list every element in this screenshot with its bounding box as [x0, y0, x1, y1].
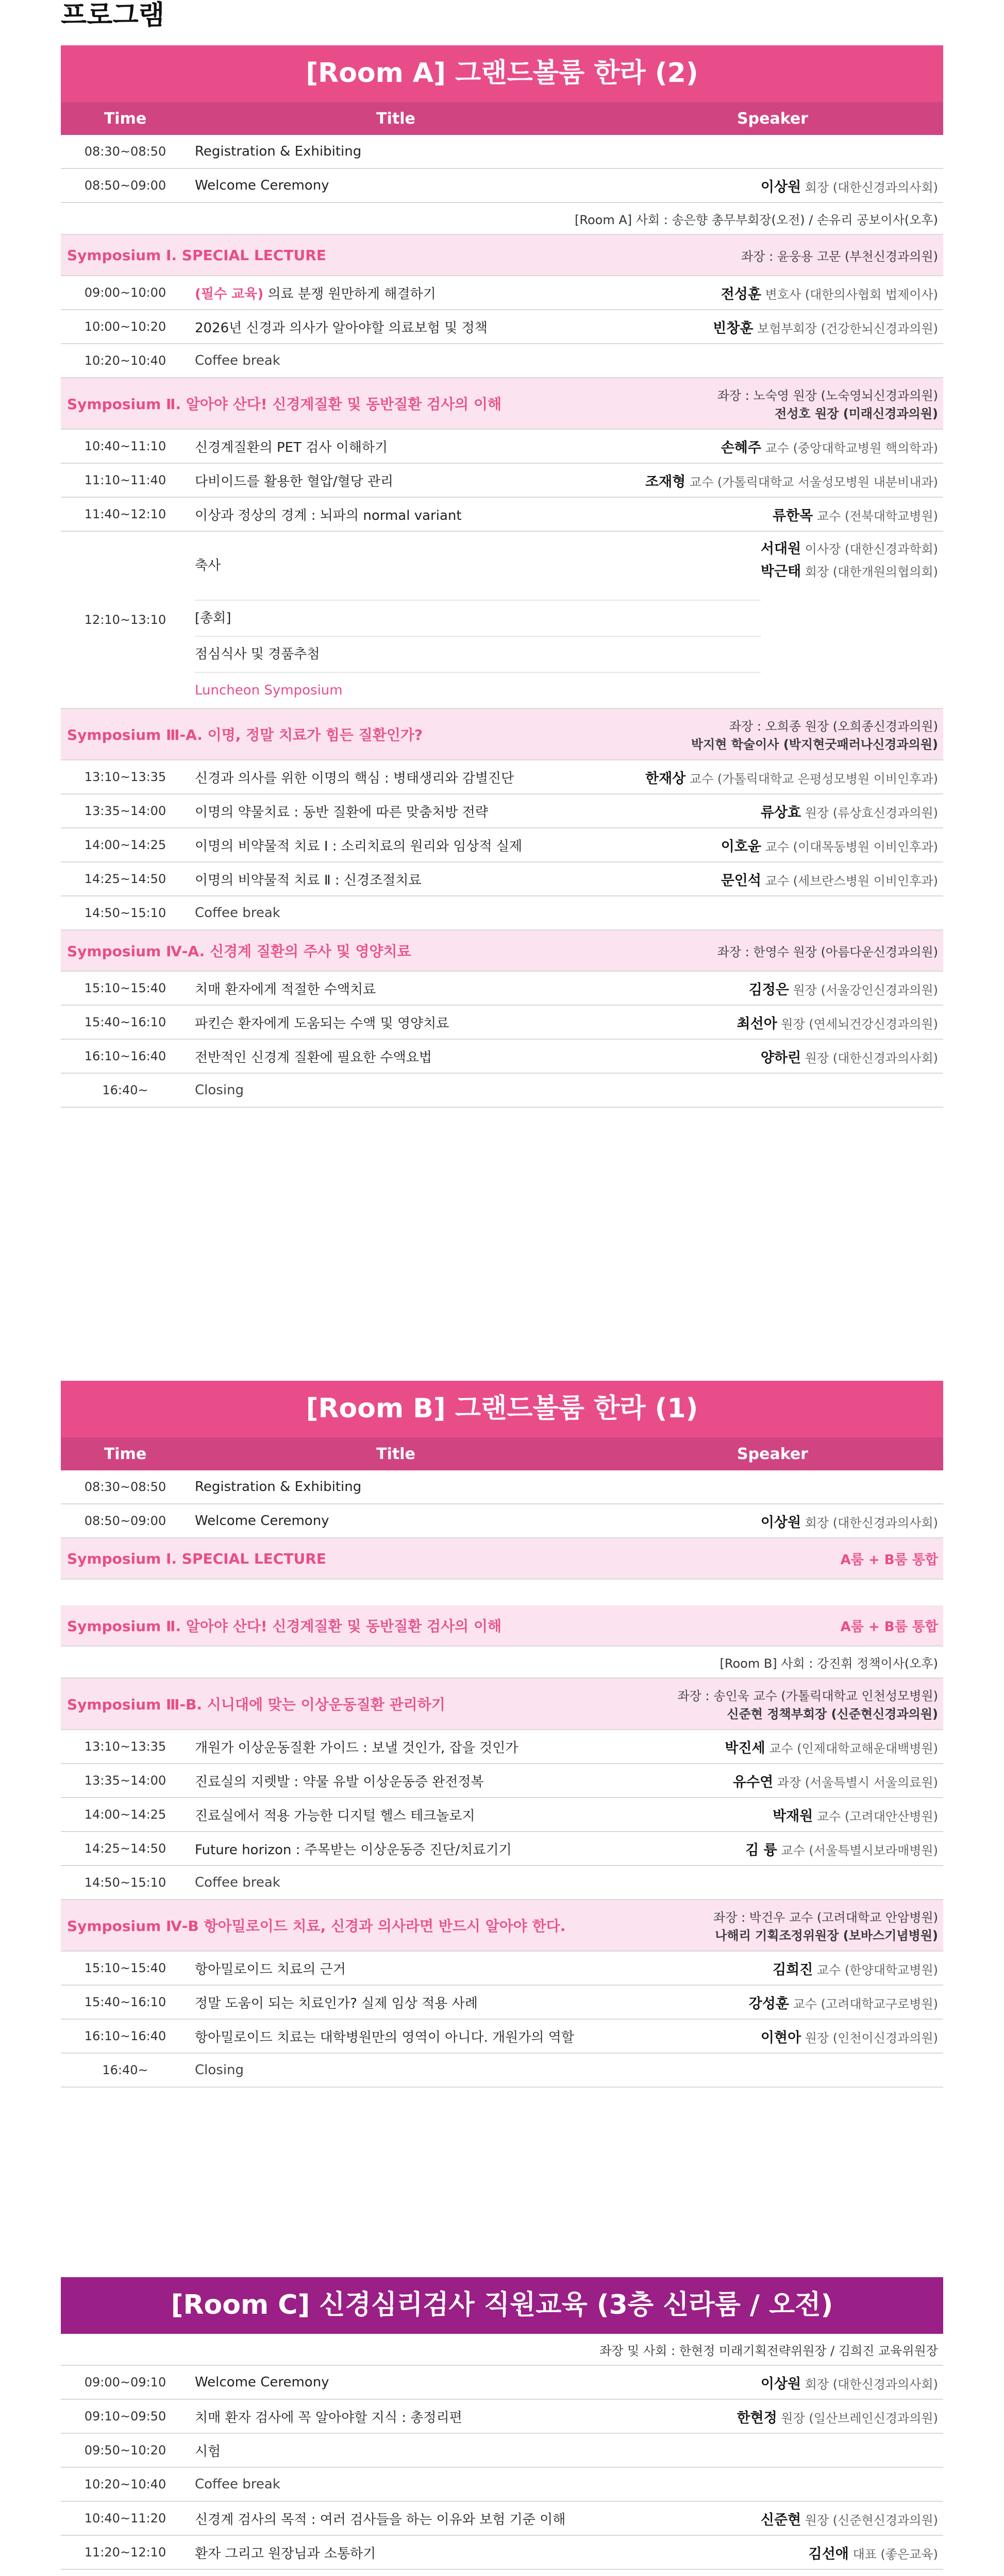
- lunch-line: [총회]: [195, 600, 761, 636]
- session-title: [190, 437, 721, 456]
- speaker-name: 김희진: [773, 1961, 813, 1978]
- speaker-cell: [761, 2372, 943, 2393]
- speaker-name: 박근태: [760, 564, 801, 580]
- speaker-name: 서대원: [760, 541, 801, 557]
- session-title: [190, 1839, 745, 1858]
- lunch-lines: [190, 532, 761, 708]
- title-text: 2026년 신경과 의사가 알아야할 의료보험 및 정책: [195, 320, 488, 336]
- session-row: [61, 1730, 943, 1764]
- title-text: 다비이드를 활용한 혈압/혈당 관리: [195, 473, 394, 489]
- col-title: Title: [376, 1445, 415, 1463]
- time-cell: 09:00~09:10: [84, 2375, 166, 2389]
- chair-line: 나해리 기획조정위원장 (보바스기념병원): [715, 1928, 938, 1943]
- time-cell: 10:20~10:40: [84, 353, 166, 368]
- col-speaker: Speaker: [737, 109, 808, 128]
- speaker-name: 이호윤: [721, 838, 761, 855]
- session-title: [190, 1993, 749, 2012]
- time-cell: 13:35~14:00: [84, 804, 166, 818]
- session-row: [61, 1764, 943, 1798]
- time-cell: 16:40~: [102, 1083, 148, 1097]
- session-title: [190, 1805, 773, 1824]
- speaker-name: 전성훈: [721, 286, 761, 302]
- session-row: [61, 760, 943, 794]
- speaker-role: 교수 (고려대안산병원): [816, 1809, 938, 1824]
- speaker-role: 회장 (대한신경과의사회): [805, 1515, 938, 1530]
- symposium-row: [61, 1605, 943, 1647]
- speaker-name: 신준현: [760, 2512, 801, 2528]
- time-cell: 13:10~13:35: [84, 770, 166, 784]
- speaker-role: 과장 (서울특별시 서울의료원): [777, 1775, 938, 1790]
- session-row: [61, 1074, 943, 1108]
- session-title: [190, 905, 943, 921]
- speaker-cell: [749, 1992, 943, 2012]
- title-text: Coffee break: [195, 1875, 280, 1890]
- speaker-name: 박진세: [725, 1740, 765, 1756]
- time-cell: 14:50~15:10: [84, 906, 166, 920]
- time-cell: 14:25~14:50: [84, 872, 166, 886]
- required-badge: (필수 교육): [195, 286, 264, 302]
- time-cell: 08:30~08:50: [84, 1480, 166, 1494]
- session-title: [190, 1082, 943, 1098]
- time-cell: 15:40~16:10: [84, 1015, 166, 1029]
- session-title: [190, 1047, 761, 1066]
- speaker-role: 대표 (좋은교육): [852, 2547, 938, 2562]
- chair-line: 좌장 : 오희종 원장 (오희종신경과의원): [729, 719, 938, 734]
- session-row: [61, 1470, 943, 1504]
- session-row: [61, 498, 943, 532]
- session-row: [61, 1952, 943, 1986]
- speaker-role: 교수 (고려대학교구로병원): [793, 1996, 938, 2011]
- symposium-row: [61, 1538, 943, 1580]
- page-title: 프로그램: [61, 0, 164, 31]
- speaker-cell: [749, 978, 943, 998]
- time-cell: 12:10~13:10: [84, 613, 166, 627]
- session-title: [190, 283, 721, 302]
- session-title: [190, 178, 761, 193]
- session-row: [61, 2502, 943, 2536]
- chair-row: [61, 203, 943, 235]
- title-text: 진료실의 지렛발 : 약물 유발 이상운동증 완전정복: [195, 1774, 484, 1790]
- session-title: [190, 2375, 761, 2390]
- session-row: [61, 276, 943, 310]
- time-cell: 08:50~09:00: [84, 1514, 166, 1528]
- time-cell: 10:40~11:10: [84, 439, 166, 453]
- speaker-name: 김정은: [748, 981, 789, 998]
- time-cell: 16:40~: [102, 2063, 148, 2077]
- room-a-rows: [61, 135, 943, 1108]
- speaker-cell: [745, 1839, 943, 1859]
- session-row: [61, 862, 943, 896]
- col-speaker: Speaker: [737, 1445, 808, 1463]
- col-time: Time: [104, 1445, 147, 1463]
- title-text: 신경계질환의 PET 검사 이해하기: [195, 439, 388, 455]
- speaker-role: 교수 (전북대학교병원): [816, 509, 938, 523]
- session-title: [190, 2027, 761, 2046]
- merge-note: A룸 + B룸 통합: [840, 1619, 938, 1635]
- time-cell: 15:10~15:40: [84, 1961, 166, 1975]
- symposium-row: [61, 1900, 943, 1952]
- spacer-row: [61, 1580, 943, 1605]
- symposium-title: Symposium Ⅲ-B. 시니대에 맞는 이상운동질환 관리하기: [67, 1696, 445, 1713]
- time-cell: 11:10~11:40: [84, 473, 166, 487]
- title-text: 항아밀로이드 치료의 근거: [195, 1961, 346, 1977]
- speaker-name: 빈창훈: [713, 320, 754, 336]
- speaker-name: 손혜주: [721, 439, 761, 456]
- speaker-cell: [773, 504, 943, 524]
- title-text: Coffee break: [195, 353, 280, 368]
- speaker-role: 이사장 (대한신경과학회): [805, 542, 938, 556]
- chair-line: 좌장 : 한영수 원장 (아름다운신경과의원): [717, 944, 938, 959]
- symposium-row: [61, 709, 943, 760]
- title-text: Coffee break: [195, 2477, 280, 2492]
- time-cell: 11:40~12:10: [84, 507, 166, 521]
- title-text: 항아밀로이드 치료는 대학병원만의 영역이 아니다. 개원가의 역할: [195, 2029, 574, 2045]
- time-cell: 10:40~11:20: [84, 2511, 166, 2526]
- room-c1-header: [Room C] 신경심리검사 직원교육 (3층 신라룸 / 오전): [61, 2277, 943, 2334]
- session-title: [190, 2407, 737, 2426]
- speaker-name: 조재형: [645, 473, 686, 490]
- time-cell: 15:40~16:10: [84, 1995, 166, 2009]
- session-row: [61, 169, 943, 203]
- merge-note: A룸 + B룸 통합: [840, 1552, 938, 1568]
- col-time: Time: [104, 109, 147, 128]
- time-cell: 10:20~10:40: [84, 2477, 166, 2492]
- chair-line: 좌장 : 노숙영 원장 (노숙영뇌신경과의원): [717, 388, 938, 403]
- session-title: [190, 353, 943, 368]
- symposium-title: Symposium Ⅰ. SPECIAL LECTURE: [67, 246, 326, 264]
- symposium-row: [61, 378, 943, 430]
- session-title: [190, 870, 721, 889]
- chair-line: 좌장 : 박건우 교수 (고려대학교 안암병원): [713, 1910, 938, 1925]
- speaker-role: 교수 (인제대학교해운대백병원): [769, 1741, 938, 1756]
- symposium-row: [61, 1679, 943, 1730]
- speaker-cell: [721, 283, 943, 303]
- session-row: [61, 2536, 943, 2570]
- speaker-name: 류한목: [773, 507, 813, 524]
- room-c1-section: [61, 2277, 943, 2576]
- time-cell: 08:30~08:50: [84, 144, 166, 159]
- session-row: [61, 2054, 943, 2088]
- session-title: [190, 471, 645, 490]
- chair-row: [61, 1647, 943, 1679]
- lunch-line: Luncheon Symposium: [195, 672, 761, 708]
- speaker-role: 회장 (대한신경과의사회): [805, 2377, 938, 2392]
- symposium-title: Symposium Ⅳ-B 항아밀로이드 치료, 신경과 의사라면 반드시 알아야 한다.: [67, 1918, 566, 1935]
- speaker-role: 원장 (류상효신경과의원): [805, 805, 938, 820]
- speaker-role: 교수 (가톨릭대학교 서울성모병원 내분비내과): [689, 474, 938, 489]
- speaker-name: 류상효: [760, 804, 801, 821]
- speaker-cell: [721, 835, 943, 855]
- chair-line: 전성호 원장 (미래신경과의원): [775, 406, 938, 421]
- time-cell: 09:10~09:50: [84, 2409, 166, 2424]
- col-title: Title: [376, 109, 415, 128]
- time-cell: 13:35~14:00: [84, 1773, 166, 1788]
- chair-line: [Room A] 사회 : 송은향 총무부회장(오전) / 손유리 공보이사(오후): [574, 212, 938, 227]
- title-text: 파킨슨 환자에게 도움되는 수액 및 영양치료: [195, 1015, 449, 1031]
- symposium-title: Symposium Ⅱ. 알아야 산다! 신경계질환 및 동반질환 검사의 이해: [67, 1618, 502, 1635]
- time-cell: 15:10~15:40: [84, 981, 166, 995]
- symposium-title: Symposium Ⅲ-A. 이명, 정말 치료가 힘든 질환인가?: [67, 726, 423, 743]
- time-cell: 13:10~13:35: [84, 1739, 166, 1754]
- speaker-line: [761, 538, 938, 561]
- speaker-line: [761, 561, 938, 583]
- session-row: [61, 1006, 943, 1040]
- title-text: 신경계 검사의 목적 : 여러 검사들을 하는 이유와 보험 기준 이해: [195, 2512, 566, 2528]
- speaker-role: 회장 (대한개원의협의회): [805, 565, 938, 579]
- room-a-header: [Room A] 그랜드볼룸 한라 (2): [61, 45, 943, 102]
- speaker-cell: [733, 1771, 943, 1791]
- speaker-cell: [645, 767, 943, 787]
- speaker-name: 유수연: [732, 1774, 774, 1790]
- chair-line: 박지현 학술이사 (박지현굿패러나신경과의원): [691, 737, 938, 752]
- session-row: [61, 135, 943, 169]
- speaker-cell: [737, 2406, 943, 2427]
- speaker-stack: [761, 532, 943, 708]
- session-row: [61, 1866, 943, 1900]
- speaker-role: 교수 (세브란스병원 이비인후과): [765, 873, 938, 888]
- time-cell: 14:25~14:50: [84, 1841, 166, 1856]
- session-row: [61, 344, 943, 378]
- session-title: [190, 144, 943, 159]
- session-row: [61, 464, 943, 498]
- session-row: [61, 2468, 943, 2502]
- time-cell: 14:00~14:25: [84, 838, 166, 852]
- session-title: [190, 802, 761, 821]
- chair-block: [678, 1686, 943, 1722]
- speaker-cell: [809, 2543, 943, 2563]
- chair-block: [717, 385, 943, 421]
- title-text: 정말 도움이 되는 치료인가? 실제 임상 적용 사례: [195, 1995, 478, 2011]
- title-text: 의료 분쟁 원만하게 해결하기: [263, 286, 436, 302]
- speaker-name: 이상원: [760, 179, 801, 195]
- title-text: 이명의 비약물적 치료 Ⅱ : 신경조절치료: [195, 872, 422, 888]
- session-title: [190, 505, 773, 524]
- time-cell: 09:00~10:00: [84, 285, 166, 300]
- speaker-cell: [713, 317, 943, 337]
- session-title: [190, 2543, 809, 2562]
- title-text: Coffee break: [195, 905, 280, 921]
- title-text: 환자 그리고 원장님과 소통하기: [195, 2546, 376, 2562]
- speaker-role: 교수 (중앙대학교병원 핵의학과): [765, 440, 938, 455]
- title-text: 치매 환자 검사에 꼭 알아야할 지식 : 총정리편: [195, 2410, 462, 2426]
- session-title: [190, 1959, 773, 1978]
- time-cell: 16:10~16:40: [84, 2029, 166, 2043]
- time-cell: 16:10~16:40: [84, 1049, 166, 1063]
- speaker-role: 원장 (서울강인신경과의원): [793, 982, 938, 997]
- lunch-line: 점심식사 및 경품추첨: [195, 636, 761, 672]
- session-title: [190, 979, 749, 998]
- speaker-role: 교수 (서울특별시보라매병원): [781, 1843, 938, 1858]
- lunch-line: 축사: [195, 558, 221, 573]
- session-title: [190, 1875, 943, 1890]
- session-row: [61, 1504, 943, 1538]
- title-text: 전반적인 신경계 질환에 필요한 수액요법: [195, 1049, 432, 1065]
- speaker-cell: [737, 1012, 943, 1032]
- room-c1-rows: [61, 2334, 943, 2576]
- session-row: [61, 1986, 943, 2020]
- time-cell: 14:50~15:10: [84, 1875, 166, 1890]
- room-a-section: [61, 45, 943, 1108]
- session-title: [190, 1737, 725, 1756]
- speaker-role: 교수 (한양대학교병원): [816, 1962, 938, 1977]
- session-row: [61, 794, 943, 828]
- speaker-cell: [721, 436, 943, 456]
- speaker-name: 강성훈: [748, 1995, 789, 2012]
- speaker-role: 교수 (가톨릭대학교 은평성모병원 이비인후과): [689, 771, 938, 786]
- session-title: [190, 1013, 737, 1032]
- session-title: [190, 768, 645, 787]
- room-a-column-header: [61, 102, 943, 135]
- speaker-cell: [645, 470, 943, 490]
- session-row: [61, 1040, 943, 1074]
- title-text: Future horizon : 주목받는 이상운동증 진단/치료기기: [195, 1842, 512, 1858]
- chair-block: [691, 716, 943, 752]
- symposium-title: Symposium Ⅱ. 알아야 산다! 신경계질환 및 동반질환 검사의 이해: [67, 396, 502, 413]
- speaker-role: 원장 (인천이신경과의원): [805, 2030, 938, 2045]
- session-title: [190, 2062, 943, 2078]
- symposium-row: [61, 235, 943, 276]
- speaker-name: 이상원: [760, 1514, 801, 1531]
- speaker-cell: [721, 869, 943, 889]
- speaker-cell: [761, 2509, 943, 2529]
- speaker-cell: [725, 1737, 943, 1757]
- title-text: 이명의 약물치료 : 동반 질환에 따른 맞춤처방 전략: [195, 804, 488, 820]
- session-title: [190, 836, 721, 855]
- session-row: [61, 2570, 943, 2576]
- speaker-name: 양하린: [760, 1049, 801, 1066]
- title-text: 치매 환자에게 적절한 수액치료: [195, 981, 376, 997]
- symposium-title: Symposium Ⅳ-A. 신경계 질환의 주사 및 영양치료: [67, 943, 411, 960]
- session-row: [61, 310, 943, 344]
- speaker-name: 박재원: [773, 1808, 813, 1824]
- room-b-section: [61, 1381, 943, 2088]
- chair-line: 좌장 : 윤웅용 고문 (부천신경과의원): [741, 249, 938, 264]
- speaker-name: 김 륭: [745, 1842, 777, 1858]
- speaker-cell: [761, 801, 943, 821]
- session-row: [61, 2400, 943, 2434]
- session-title: [190, 1479, 943, 1495]
- speaker-cell: [761, 2026, 943, 2046]
- speaker-role: 교수 (이대목동병원 이비인후과): [765, 839, 938, 854]
- speaker-name: 문인석: [721, 872, 761, 889]
- session-row: [61, 1798, 943, 1832]
- lunch-row: [61, 532, 943, 709]
- time-cell: 09:50~10:20: [84, 2443, 166, 2458]
- symposium-title: Symposium Ⅰ. SPECIAL LECTURE: [67, 1550, 326, 1567]
- title-text: Welcome Ceremony: [195, 178, 329, 193]
- chair-line: [Room B] 사회 : 강진휘 정책이사(오후): [719, 1656, 938, 1671]
- session-title: [190, 2477, 943, 2492]
- speaker-name: 이현아: [760, 2029, 801, 2046]
- session-title: [190, 2509, 761, 2528]
- title-text: Registration & Exhibiting: [195, 1479, 362, 1495]
- time-cell: 10:00~10:20: [84, 319, 166, 334]
- speaker-cell: [761, 1511, 943, 1531]
- time-cell: 11:20~12:10: [84, 2545, 166, 2560]
- chair-line: 좌장 : 송인욱 교수 (가톨릭대학교 인천성모병원): [677, 1689, 938, 1703]
- title-text: Registration & Exhibiting: [195, 144, 362, 159]
- speaker-role: 원장 (일산브레인신경과의원): [781, 2411, 938, 2426]
- session-title: [190, 1513, 761, 1529]
- session-row: [61, 828, 943, 862]
- title-text: 이명의 비약물적 치료 Ⅰ : 소리치료의 원리와 임상적 실제: [195, 838, 523, 854]
- speaker-role: 원장 (대한신경과의사회): [805, 1050, 938, 1065]
- speaker-name: 한현정: [737, 2410, 777, 2426]
- title-text: Closing: [195, 2062, 244, 2078]
- title-text: 신경과 의사를 위한 이명의 핵심 : 병태생리와 감별진단: [195, 770, 514, 786]
- chair-row: [61, 2334, 943, 2366]
- title-text: 시험: [195, 2444, 221, 2460]
- title-text: 이상과 정상의 경계 : 뇌파의 normal variant: [195, 507, 462, 523]
- session-row: [61, 896, 943, 930]
- speaker-role: 변호사 (대한의사협회 법제이사): [765, 287, 938, 302]
- time-cell: 08:50~09:00: [84, 178, 166, 193]
- session-title: [190, 2441, 943, 2460]
- title-text: Welcome Ceremony: [195, 2375, 329, 2390]
- room-b-header: [Room B] 그랜드볼룸 한라 (1): [61, 1381, 943, 1437]
- symposium-row: [61, 930, 943, 972]
- session-title: [190, 1771, 733, 1790]
- session-title: [190, 317, 713, 336]
- speaker-cell: [773, 1958, 943, 1978]
- speaker-role: 보험부회장 (건강한뇌신경과의원): [757, 321, 938, 336]
- session-row: [61, 972, 943, 1006]
- title-text: 진료실에서 적용 가능한 디지털 헬스 테크놀로지: [195, 1808, 475, 1824]
- speaker-role: 회장 (대한신경과의사회): [805, 180, 938, 195]
- title-text: Closing: [195, 1082, 244, 1098]
- speaker-cell: [761, 176, 943, 196]
- room-b-rows: [61, 1470, 943, 2088]
- room-b-column-header: [61, 1437, 943, 1470]
- title-text: 개원가 이상운동질환 가이드 : 보낼 것인가, 잡을 것인가: [195, 1740, 518, 1756]
- speaker-name: 김선애: [808, 2546, 849, 2562]
- speaker-cell: [773, 1805, 943, 1825]
- session-row: [61, 2020, 943, 2054]
- session-row: [61, 2366, 943, 2400]
- session-row: [61, 430, 943, 464]
- speaker-name: 최선아: [737, 1015, 777, 1032]
- title-text: Welcome Ceremony: [195, 1513, 329, 1529]
- speaker-role: 원장 (연세뇌건강신경과의원): [781, 1016, 938, 1031]
- chair-line: 좌장 및 사회 : 한현정 미래기획전략위원장 / 김희진 교육위원장: [599, 2343, 938, 2358]
- speaker-cell: [761, 1046, 943, 1066]
- chair-block: [713, 1907, 943, 1943]
- speaker-name: 이상원: [760, 2376, 801, 2392]
- session-row: [61, 2434, 943, 2468]
- chair-line: 신준현 정책부회장 (신준현신경과의원): [727, 1707, 938, 1721]
- time-cell: 14:00~14:25: [84, 1807, 166, 1822]
- speaker-name: 한재상: [645, 770, 686, 787]
- speaker-role: 원장 (신준현신경과의원): [805, 2513, 938, 2528]
- session-row: [61, 1832, 943, 1866]
